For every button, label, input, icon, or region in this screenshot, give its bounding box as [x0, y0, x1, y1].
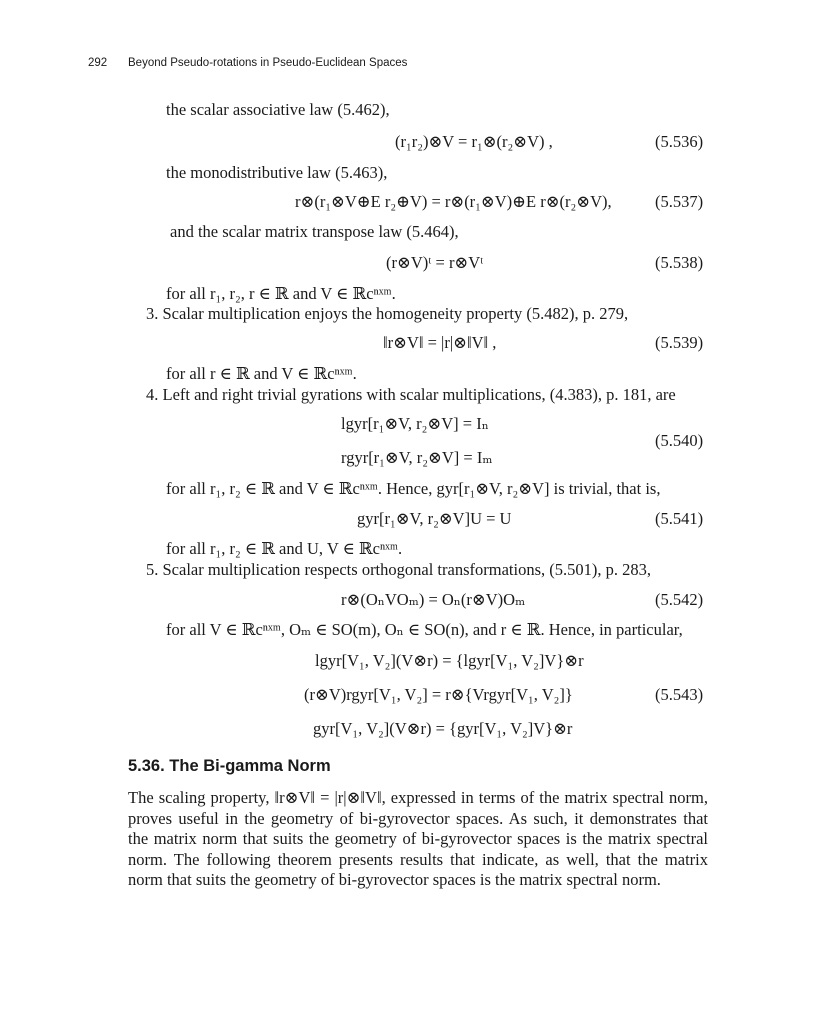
- text-line: for all V ∈ ℝcⁿˣᵐ, Oₘ ∈ SO(m), Oₙ ∈ SO(n), and r ∈ ℝ. Hence, in particular,: [166, 620, 683, 639]
- equation-number: (5.538): [655, 253, 704, 272]
- text-line: for all r₁, r₂ ∈ ℝ and V ∈ ℝcⁿˣᵐ. Hence, gyr[r₁⊗V, r₂⊗V] is trivial, that is,: [166, 479, 661, 498]
- equation-5-539: ‖r⊗V‖ = |r|⊗‖V‖ ,: [383, 333, 497, 352]
- section-paragraph: [128, 788, 708, 891]
- equation-5-540a: lgyr[r₁⊗V, r₂⊗V] = Iₙ: [341, 414, 489, 433]
- text-line: for all r ∈ ℝ and V ∈ ℝcⁿˣᵐ.: [166, 364, 357, 383]
- list-item-3: 3. Scalar multiplication enjoys the homogeneity property (5.482), p. 279,: [146, 304, 629, 323]
- equation-number: (5.536): [655, 132, 704, 151]
- running-title: Beyond Pseudo-rotations in Pseudo-Euclidean Spaces: [128, 57, 408, 69]
- equation-5-541: gyr[r₁⊗V, r₂⊗V]U = U: [357, 509, 512, 528]
- list-item-5: 5. Scalar multiplication respects orthogonal transformations, (5.501), p. 283,: [146, 560, 651, 579]
- equation-number: (5.541): [655, 509, 704, 528]
- text-line: and the scalar matrix transpose law (5.464),: [170, 222, 459, 241]
- text-line: for all r₁, r₂, r ∈ ℝ and V ∈ ℝcⁿˣᵐ.: [166, 284, 396, 303]
- equation-5-540b: rgyr[r₁⊗V, r₂⊗V] = Iₘ: [341, 448, 493, 467]
- equation-number: (5.543): [655, 685, 704, 704]
- text-line: the monodistributive law (5.463),: [166, 163, 388, 182]
- page-number: 292: [88, 57, 108, 69]
- paragraph-line: proves useful in the geometry of bi-gyrovector spaces. As such, it demonstrates that: [128, 808, 708, 828]
- section-heading: 5.36. The Bi-gamma Norm: [128, 757, 331, 775]
- text-line: for all r₁, r₂ ∈ ℝ and U, V ∈ ℝcⁿˣᵐ.: [166, 539, 403, 558]
- equation-5-536: (r₁r₂)⊗V = r₁⊗(r₂⊗V) ,: [395, 132, 553, 151]
- equation-number: (5.537): [655, 192, 704, 211]
- equation-5-543a: lgyr[V₁, V₂](V⊗r) = {lgyr[V₁, V₂]V}⊗r: [315, 651, 584, 670]
- equation-number: (5.539): [655, 333, 704, 352]
- paragraph-line: the matrix norm that suits the geometry of bi-gyrovector spaces is the matrix spectral: [128, 829, 708, 848]
- equation-5-537: r⊗(r₁⊗V⊕E r₂⊕V) = r⊗(r₁⊗V)⊕E r⊗(r₂⊗V),: [295, 192, 612, 211]
- equation-5-543c: gyr[V₁, V₂](V⊗r) = {gyr[V₁, V₂]V}⊗r: [313, 719, 573, 738]
- equation-number: (5.542): [655, 590, 704, 609]
- paragraph-line: norm that suits the geometry of bi-gyrovector spaces is the matrix spectral norm.: [128, 870, 661, 889]
- paragraph-line: norm. The following theorem presents results that indicate, as well, that the matrix: [128, 849, 708, 869]
- paragraph-line: The scaling property, ‖r⊗V‖ = |r|⊗‖V‖, expressed in terms of the matrix spectral norm,: [128, 788, 708, 807]
- equation-5-543b: (r⊗V)rgyr[V₁, V₂] = r⊗{Vrgyr[V₁, V₂]}: [304, 685, 573, 704]
- equation-5-542: r⊗(OₙVOₘ) = Oₙ(r⊗V)Oₘ: [341, 590, 526, 609]
- text-line: the scalar associative law (5.462),: [166, 100, 390, 119]
- list-item-4: 4. Left and right trivial gyrations with scalar multiplications, (4.383), p. 181, are: [146, 385, 676, 404]
- equation-number: (5.540): [655, 431, 704, 450]
- equation-5-538: (r⊗V)ᵗ = r⊗Vᵗ: [386, 253, 484, 272]
